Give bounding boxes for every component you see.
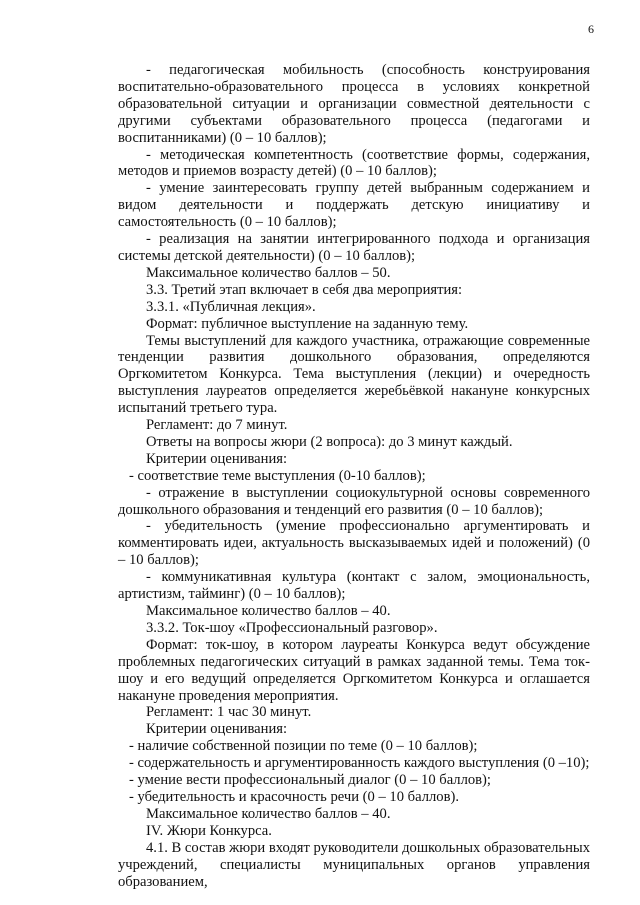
paragraph: 3.3.1. «Публичная лекция».: [146, 298, 316, 315]
paragraph: Темы выступлений для каждого участника, отражающие современные тенденции развития дошкольного образования, определяются Оргкомитетом Конкурса. Тема выступления (лекции) и очередность выступления лауреатов определяется жеребьёвкой накануне конкурсных испытаний третьего тура.: [118, 332, 590, 417]
paragraph: Критерии оценивания:: [146, 721, 288, 738]
document-body: [118, 62, 590, 890]
paragraph: - умение заинтересовать группу детей выбранным содержанием и видом деятельности и поддержать детскую инициативу и самостоятельность (0 – 10 баллов);: [118, 180, 590, 231]
paragraph: Максимальное количество баллов – 40.: [146, 603, 391, 619]
paragraph: Регламент: 1 час 30 минут.: [146, 704, 312, 721]
list-item: - умение вести профессиональный диалог (0 – 10 баллов);: [129, 772, 491, 789]
paragraph: Формат: ток-шоу, в котором лауреаты Конкурса ведут обсуждение проблемных педагогических ситуаций в рамках заданной темы. Тема ток-шоу и его ведущий определяется Оргкомитетом Конкурса и оглашается накануне проведения мероприятия.: [118, 636, 590, 704]
paragraph: - отражение в выступлении социокультурной основы современного дошкольного образования и тенденций его развития (0 – 10 баллов);: [118, 484, 590, 518]
list-item: - наличие собственной позиции по теме (0 – 10 баллов);: [129, 738, 478, 755]
paragraph: IV. Жюри Конкурса.: [146, 822, 272, 839]
paragraph: Максимальное количество баллов – 40.: [146, 805, 391, 822]
paragraph: Максимальное количество баллов – 50.: [146, 264, 391, 281]
paragraph: Формат: публичное выступление на заданную тему.: [146, 315, 469, 332]
list-item: - содержательность и аргументированность каждого выступления (0 –10);: [129, 755, 590, 772]
list-item: - убедительность и красочность речи (0 – 10 баллов).: [129, 788, 459, 805]
paragraph: 4.1. В состав жюри входят руководители дошкольных образовательных учреждений, специалисты муниципальных органов управления образованием,: [118, 839, 590, 890]
paragraph: - педагогическая мобильность (способность конструирования воспитательно-образовательного процесса в условиях конкретной образовательной ситуации и организации совместной деятельности с другими субъектами образовательного процесса (педагогами и воспитанниками) (0 – 10 баллов);: [118, 62, 590, 146]
paragraph: - убедительность (умение профессионально аргументировать и комментировать идеи, актуальность высказываемых идей и положений) (0 – 10 баллов);: [118, 518, 590, 569]
paragraph: - методическая компетентность (соответствие формы, содержания, методов и приемов возрасту детей) (0 – 10 баллов);: [118, 146, 590, 180]
paragraph: 3.3. Третий этап включает в себя два мероприятия:: [146, 281, 463, 298]
paragraph: Ответы на вопросы жюри (2 вопроса): до 3 минут каждый.: [146, 433, 513, 450]
paragraph: Критерии оценивания:: [146, 450, 288, 467]
paragraph: 3.3.2. Ток-шоу «Профессиональный разговор».: [146, 619, 438, 636]
paragraph: Регламент: до 7 минут.: [146, 417, 288, 434]
paragraph: - коммуникативная культура (контакт с залом, эмоциональность, артистизм, тайминг) (0 – 10 баллов);: [118, 569, 590, 603]
page-number: 6: [588, 22, 594, 36]
paragraph: - реализация на занятии интегрированного подхода и организация системы детской деятельности) (0 – 10 баллов);: [118, 231, 590, 264]
list-item: - соответствие теме выступления (0-10 баллов);: [129, 467, 426, 484]
